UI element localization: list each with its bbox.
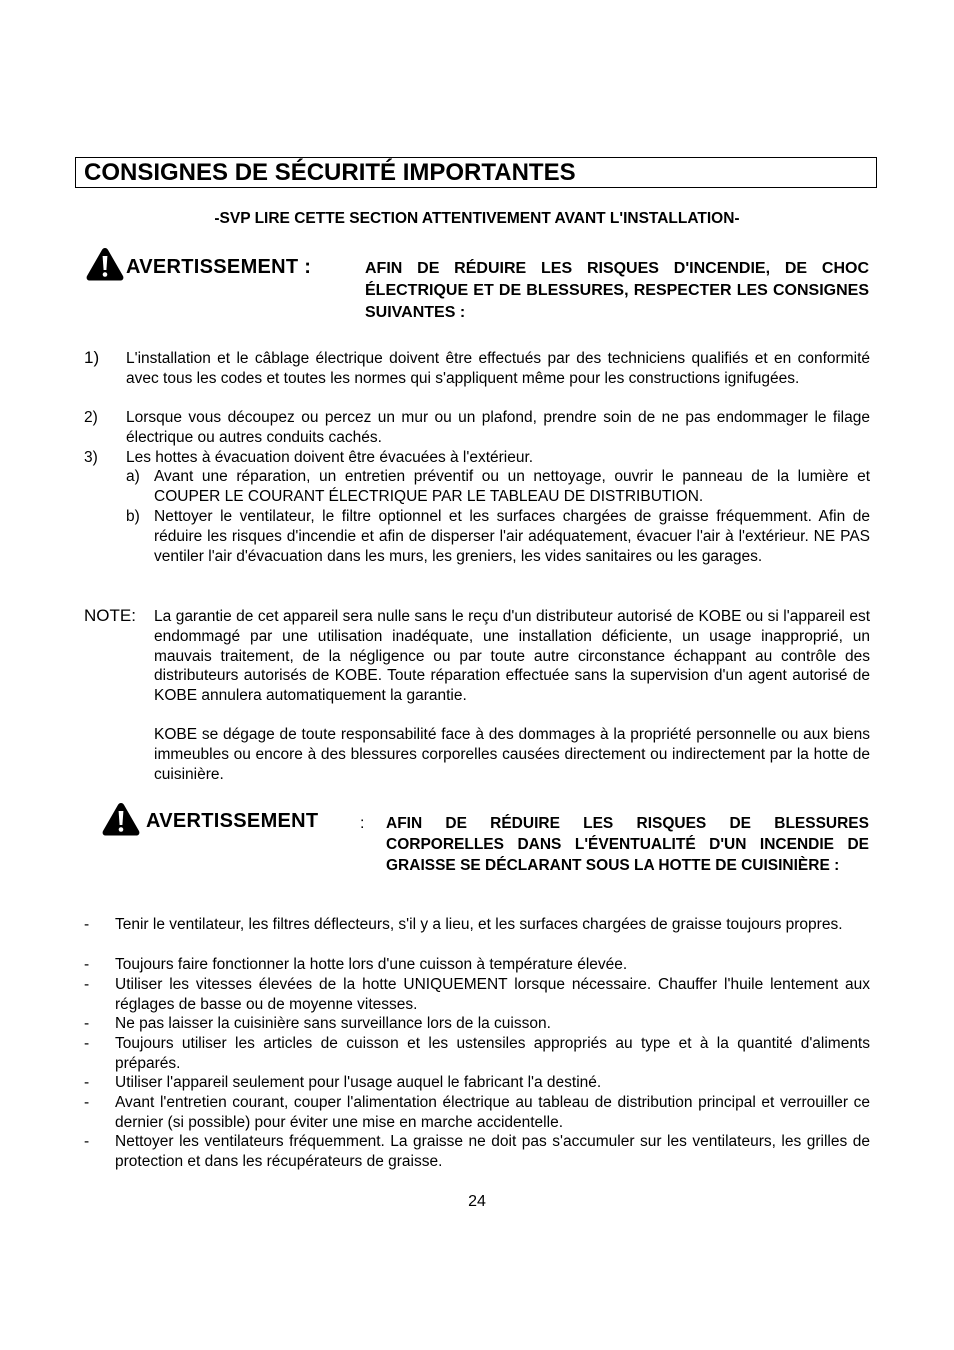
list-item: Ne pas laisser la cuisinière sans surveillance lors de la cuisson. (115, 1015, 551, 1032)
bullet-marker: - (84, 1094, 90, 1111)
list-item: Les hottes à évacuation doivent être évacuées à l'extérieur. (126, 449, 534, 466)
warning-text: AFIN DE RÉDUIRE LES RISQUES D'INCENDIE, DE CHOC ÉLECTRIQUE ET DE BLESSURES, RESPECTER LES CONSIGNES SUIVANTES : (365, 260, 869, 321)
warning-label: AVERTISSEMENT : (126, 256, 312, 278)
subtitle: -SVP LIRE CETTE SECTION ATTENTIVEMENT AVANT L'INSTALLATION- (214, 210, 740, 227)
bullet-marker: - (84, 916, 90, 933)
sublist-item: Avant une réparation, un entretien préventif ou un nettoyage, ouvrir le panneau de la lumière et COUPER LE COURANT ÉLECTRIQUE PAR LE TABLEAU DE DISTRIBUTION. (154, 468, 870, 505)
note-paragraph: KOBE se dégage de toute responsabilité face à des dommages à la propriété personnelle ou aux biens immeubles ou encore à des blessures corporelles causées directement ou indirectement par la hotte de cuisinière. (154, 726, 870, 783)
list-item: Utiliser l'appareil seulement pour l'usage auquel le fabricant l'a destiné. (115, 1074, 602, 1091)
warning-icon (85, 246, 125, 282)
list-marker: 2) (84, 409, 98, 426)
bullet-marker: - (84, 976, 90, 993)
note-label: NOTE: (84, 606, 136, 625)
list-marker: 3) (84, 449, 98, 466)
bullet-marker: - (84, 1133, 90, 1150)
section-title-box (75, 157, 877, 188)
warning-icon (101, 801, 141, 837)
sublist-marker: a) (126, 468, 140, 485)
page-title: CONSIGNES DE SÉCURITÉ IMPORTANTES (84, 159, 576, 186)
sublist-item: Nettoyer le ventilateur, le filtre optionnel et les surfaces chargées de graisse fréquemment. Afin de réduire les risques d'incendie et afin de disperser l'air adéquatement, évacuer l'air à l'extérieur. NE PAS ventiler l'air d'évacuation dans les murs, les greniers, les vides sanitaires ou les garages. (154, 508, 870, 565)
bullet-marker: - (84, 956, 90, 973)
list-item: Lorsque vous découpez ou percez un mur ou un plafond, prendre soin de ne pas endommager le filage électrique ou autres conduits cachés. (126, 409, 870, 446)
list-item: Avant l'entretien courant, couper l'alimentation électrique au tableau de distribution principal et verrouiller ce dernier (si possible) pour éviter une mise en marche accidentelle. (115, 1094, 870, 1131)
list-item: Nettoyer les ventilateurs fréquemment. La graisse ne doit pas s'accumuler sur les ventilateurs, les grilles de protection et dans les récupérateurs de graisse. (115, 1133, 870, 1170)
list-item: Toujours faire fonctionner la hotte lors d'une cuisson à température élevée. (115, 956, 628, 973)
note-paragraph: La garantie de cet appareil sera nulle sans le reçu d'un distributeur autorisé de KOBE ou si l'appareil est endommagé par une utilisation inadéquate, une installation déficiente, un usage inapproprié, un mauvais traitement, de la négligence ou par toute autre circonstance échappant au contrôle des distributeurs autorisés de KOBE. Toute réparation effectuée sans la supervision d'un agent autorisé de KOBE annulera automatiquement la garantie. (154, 608, 870, 705)
warning-text: AFIN DE RÉDUIRE LES RISQUES DE BLESSURES CORPORELLES DANS L'ÉVENTUALITÉ D'UN INCENDIE DE GRAISSE SE DÉCLARANT SOUS LA HOTTE DE CUISINIÈRE : (386, 815, 869, 874)
list-item: Toujours utiliser les articles de cuisson et les ustensiles appropriés au type et à la quantité d'aliments préparés. (115, 1035, 870, 1072)
list-item: Utiliser les vitesses élevées de la hotte UNIQUEMENT lorsque nécessaire. Chauffer l'huile lentement aux réglages de basse ou de moyenne vitesses. (115, 976, 870, 1013)
list-marker: 1) (84, 348, 100, 367)
page-number: 24 (468, 1193, 486, 1210)
bullet-marker: - (84, 1015, 90, 1032)
bullet-marker: - (84, 1035, 90, 1052)
bullet-marker: - (84, 1074, 90, 1091)
list-item: Tenir le ventilateur, les filtres déflecteurs, s'il y a lieu, et les surfaces chargées de graisse toujours propres. (115, 916, 843, 933)
warning-label: AVERTISSEMENT (146, 810, 319, 832)
warning-colon: : (360, 815, 365, 832)
sublist-marker: b) (126, 508, 140, 525)
list-item: L'installation et le câblage électrique doivent être effectués par des techniciens qualifiés et en conformité avec tous les codes et toutes les normes qui s'appliquent même pour les constructions ignifugées. (126, 350, 870, 387)
